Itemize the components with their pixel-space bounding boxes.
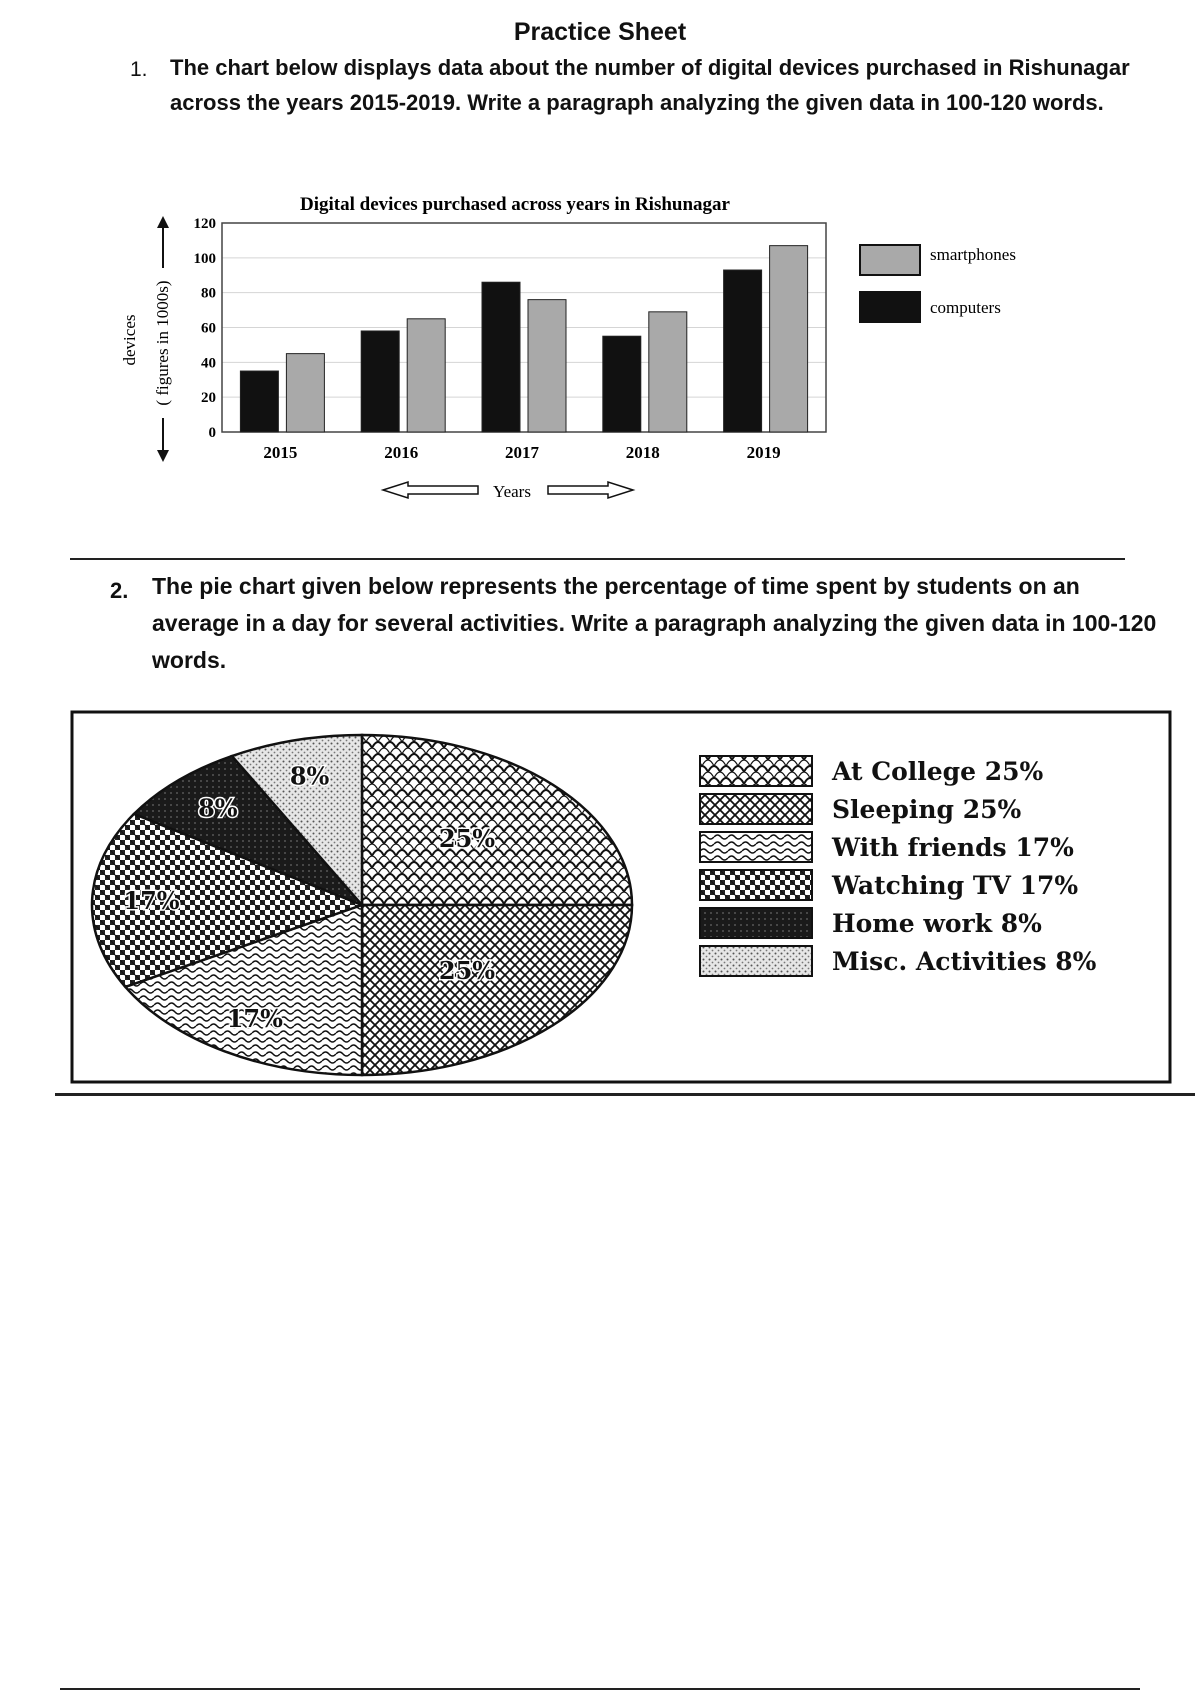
- section-divider-2: [55, 1093, 1195, 1096]
- x-axis-arrow-left-icon: [383, 482, 478, 498]
- bar-chart-bars: [240, 246, 807, 432]
- x-tick-label: 2016: [384, 443, 419, 462]
- y-tick-label: 20: [201, 390, 216, 407]
- pie-legend-label: Watching TV 17%: [832, 871, 1079, 900]
- pie-chart: [0, 700, 1200, 1100]
- bar-smartphones-2018: [649, 312, 687, 432]
- pie-chart-legend: [700, 756, 1097, 976]
- section-divider: [70, 558, 1125, 560]
- bar-computers-2019: [724, 270, 762, 432]
- pie-legend-swatch: [700, 946, 812, 976]
- legend-swatch-smartphones: [860, 245, 920, 275]
- pie-slice-label: 17%: [123, 885, 180, 915]
- page-title: Practice Sheet: [513, 18, 687, 46]
- legend-swatch-computers: [860, 292, 920, 322]
- bar-chart-legend: [860, 245, 1016, 322]
- y-axis-label-group: [120, 216, 173, 462]
- x-axis-label-group: [383, 482, 633, 501]
- footer-rule: [60, 1688, 1140, 1690]
- x-axis-label: Years: [493, 482, 531, 501]
- bar-smartphones-2016: [407, 319, 445, 432]
- pie-legend-swatch: [700, 794, 812, 824]
- pie-legend-label: Sleeping 25%: [832, 795, 1022, 824]
- x-tick-label: 2019: [746, 443, 781, 462]
- y-axis-sublabel: ( figures in 1000s): [153, 280, 172, 406]
- legend-label-smartphones: smartphones: [930, 245, 1016, 264]
- y-tick-label: 80: [201, 285, 216, 302]
- pie-slice-label: 25%: [438, 956, 496, 986]
- bar-chart-title: Digital devices purchased across years in Rishunagar: [300, 194, 730, 215]
- pie-slice-label: 8%: [289, 761, 330, 791]
- y-axis-arrow-up-icon: [157, 216, 169, 228]
- pie-legend-swatch: [700, 832, 812, 862]
- y-tick-label: 40: [201, 355, 216, 372]
- pie-legend-swatch: [700, 756, 812, 786]
- y-tick-label: 120: [193, 216, 216, 232]
- x-tick-label: 2015: [263, 443, 298, 462]
- question-1-number: 1.: [130, 58, 148, 81]
- y-tick-label: 0: [208, 425, 216, 441]
- bar-computers-2015: [240, 371, 278, 432]
- pie-slice-label: 25%: [438, 823, 496, 853]
- question-1-text: The chart below displays data about the number of digital devices purchased in Rishunagar across the years 2015-2019. Write a paragraph analyzing the given data in 100-120 words.: [170, 55, 1130, 115]
- pie-legend-label: With friends 17%: [832, 833, 1074, 862]
- y-axis-label: devices: [120, 314, 139, 366]
- bar-computers-2016: [361, 331, 399, 432]
- pie-slice-label: 17%: [226, 1004, 283, 1034]
- pie-legend-swatch: [700, 870, 812, 900]
- pie-legend-label: Home work 8%: [832, 909, 1042, 938]
- bar-chart-x-ticks: [263, 443, 780, 462]
- x-tick-label: 2018: [625, 443, 660, 462]
- pie-slice-sleeping: [362, 905, 632, 1075]
- bar-chart: [0, 180, 1200, 510]
- bar-smartphones-2019: [770, 246, 808, 432]
- pie-legend-swatch: [700, 908, 812, 938]
- x-tick-label: 2017: [505, 443, 539, 462]
- y-tick-label: 100: [193, 250, 216, 267]
- question-2-number: 2.: [110, 578, 129, 603]
- pie-slice-label: 8%: [198, 793, 238, 823]
- bar-chart-y-ticks: [194, 216, 217, 441]
- x-axis-arrow-right-icon: [548, 482, 633, 498]
- bar-smartphones-2015: [286, 354, 324, 432]
- pie-legend-label: Misc. Activities 8%: [832, 947, 1097, 976]
- pie-legend-label: At College 25%: [832, 757, 1044, 786]
- bar-smartphones-2017: [528, 300, 566, 432]
- y-tick-label: 60: [201, 320, 216, 337]
- bar-computers-2018: [603, 336, 641, 432]
- legend-label-computers: computers: [930, 298, 1001, 317]
- pie-slice-at-college: [362, 735, 632, 905]
- y-axis-arrow-down-icon: [157, 450, 169, 462]
- bar-computers-2017: [482, 282, 520, 432]
- question-2-text: The pie chart given below represents the percentage of time spent by students on an average in a day for several activities. Write a paragraph analyzing the given data in 100-120 words.: [152, 573, 1157, 673]
